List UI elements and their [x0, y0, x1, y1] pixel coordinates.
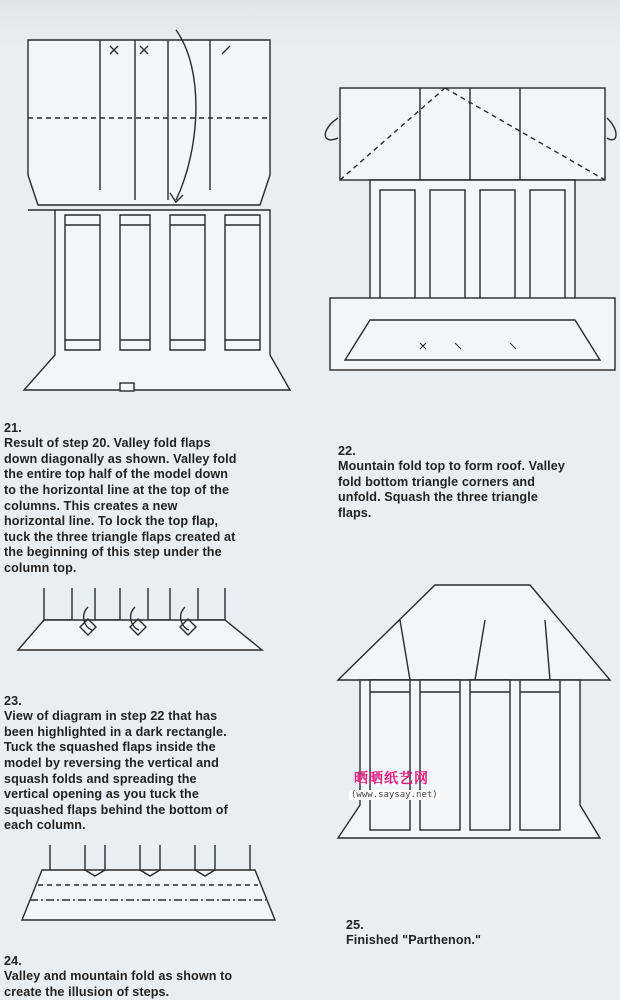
caption-step-24	[4, 938, 304, 1000]
diagram-step-21	[0, 0, 310, 400]
step-number-23: 23.	[4, 693, 22, 708]
step-text-23: View of diagram in step 22 that has been highlighted in a dark rectangle. Tuck the squashed flaps inside the model by reversing the vertical and squash folds and spreading the vertical opening as you tuck the squashed flaps behind the bottom of each column.	[4, 709, 228, 833]
step-number-22: 22.	[338, 443, 356, 458]
diagram-step-22	[310, 0, 620, 400]
caption-step-23	[4, 678, 304, 834]
diagram-step-25	[310, 580, 620, 850]
diagram-step-24	[0, 840, 310, 935]
caption-step-25	[346, 902, 606, 949]
watermark-url: (www.saysay.net)	[351, 790, 438, 800]
step-text-25: Finished "Parthenon."	[346, 933, 482, 948]
step-number-25: 25.	[346, 917, 364, 932]
caption-step-21	[4, 405, 304, 577]
caption-step-22	[338, 428, 616, 522]
step-number-24: 24.	[4, 953, 22, 968]
step-text-21: Result of step 20. Valley fold flaps down diagonally as shown. Valley fold the entire top half of the model down to the horizontal line at the top of the columns. This creates a new horizontal line. To lock the top flap, tuck the three triangle flaps created at the beginning of this step under the column top.	[4, 436, 237, 575]
step-number-21: 21.	[4, 420, 22, 435]
watermark-logo: 晒晒纸艺网	[354, 771, 429, 787]
diagram-step-23	[0, 585, 310, 670]
step-text-24: Valley and mountain fold as shown to create the illusion of steps.	[4, 969, 233, 999]
step-text-22: Mountain fold top to form roof. Valley fold bottom triangle corners and unfold. Squash the three triangle flaps.	[338, 459, 565, 520]
